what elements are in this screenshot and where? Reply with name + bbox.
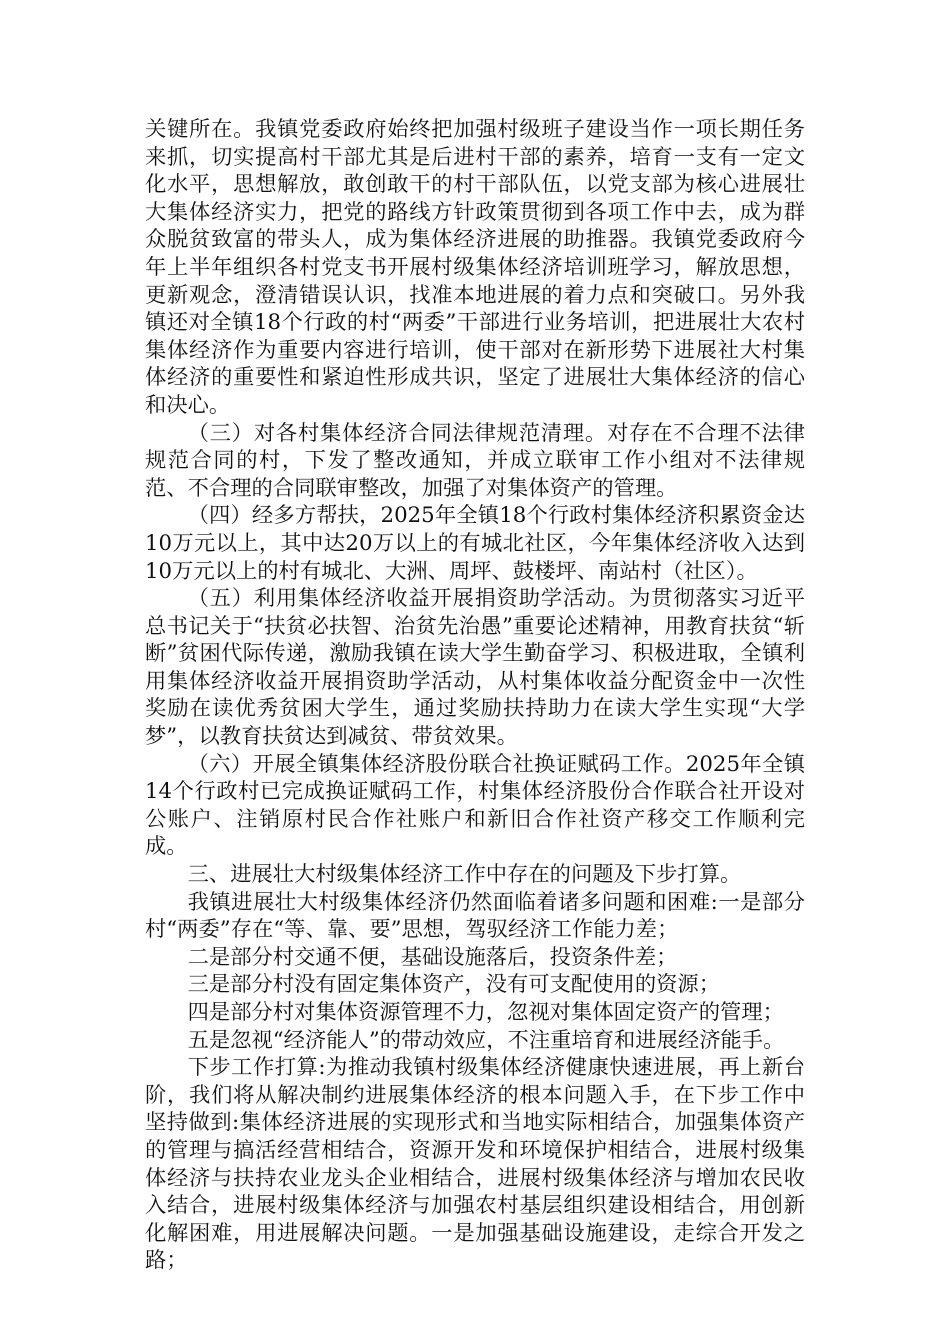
- document-body: [145, 116, 805, 1275]
- paragraph-problem-one: 我镇进展壮大村级集体经济仍然面临着诸多问题和困难:一是部分村“两委”存在“等、靠、要”思想，驾驭经济工作能力差；: [145, 889, 805, 943]
- paragraph-problem-three: 三是部分村没有固定集体资产，没有可支配使用的资源；: [187, 972, 721, 998]
- section-heading-problems: 三、进展壮大村级集体经济工作中存在的问题及下步打算。: [187, 862, 742, 888]
- paragraph-contract-review: （三）对各村集体经济合同法律规范清理。对存在不合理不法律规范合同的村，下发了整改通知，并成立联审工作小组对不法律规范、不合理的合同联审整改，加强了对集体资产的管理。: [145, 420, 805, 501]
- paragraph-assistance-results: （四）经多方帮扶，2025年全镇18个行政村集体经济积累资金达10万元以上，其中达20万以上的有城北社区，今年集体经济收入达到10万元以上的村有城北、大洲、周坪、鼓楼坪、南站村（社区）。: [145, 503, 805, 584]
- paragraph-share-certificates: （六）开展全镇集体经济股份联合社换证赋码工作。2025年全镇14个行政村已完成换证赋码工作，村集体经济股份合作联合社开设对公账户、注销原村民合作社账户和新旧合作社资产移交工作顺利完成。: [145, 751, 805, 860]
- paragraph-student-aid: （五）利用集体经济收益开展捐资助学活动。为贯彻落实习近平总书记关于“扶贫必扶智、治贫先治愚”重要论述精神，用教育扶贫“斩断”贫困代际传递，激励我镇在读大学生勤奋学习、积极进取，全镇利用集体经济收益开展捐资助学活动，从村集体收益分配资金中一次性奖励在读优秀贫困大学生，通过奖励扶持助力在读大学生实现“大学梦”，以教育扶贫达到减贫、带贫效果。: [145, 586, 805, 750]
- paragraph-problem-two: 二是部分村交通不便，基础设施落后，投资条件差；: [187, 944, 678, 970]
- paragraph-leadership-building: 关键所在。我镇党委政府始终把加强村级班子建设当作一项长期任务来抓，切实提高村干部尤其是后进村干部的素养，培育一支有一定文化水平，思想解放，敢创敢干的村干部队伍，以党支部为核心进展壮大集体经济实力，把党的路线方针政策贯彻到各项工作中去，成为群众脱贫致富的带头人，成为集体经济进展的助推器。我镇党委政府今年上半年组织各村党支书开展村级集体经济培训班学习，解放思想，更新观念，澄清错误认识，找准本地进展的着力点和突破口。另外我镇还对全镇18个行政的村“两委”干部进行业务培训，把进展壮大农村集体经济作为重要内容进行培训，使干部对在新形势下进展社大村集体经济的重要性和紧迫性形成共识，坚定了进展壮大集体经济的信心和决心。: [145, 117, 805, 418]
- paragraph-problem-five: 五是忽视“经济能人”的带动效应，不注重培育和进展经济能手。: [187, 1027, 785, 1053]
- paragraph-next-steps: 下步工作打算:为推动我镇村级集体经济健康快速进展，再上新台阶，我们将从解决制约进展集体经济的根本问题入手，在下步工作中坚持做到:集体经济进展的实现形式和当地实际相结合，加强集体资产的管理与搞活经营相结合，资源开发和环境保护相结合，进展村级集体经济与扶持农业龙头企业相结合，进展村级集体经济与增加农民收入结合，进展村级集体经济与加强农村基层组织建设相结合，用创新化解困难，用进展解决问题。一是加强基础设施建设，走综合开发之路；: [145, 1055, 805, 1274]
- paragraph-problem-four: 四是部分村对集体资源管理不力，忽视对集体固定资产的管理；: [187, 1000, 784, 1025]
